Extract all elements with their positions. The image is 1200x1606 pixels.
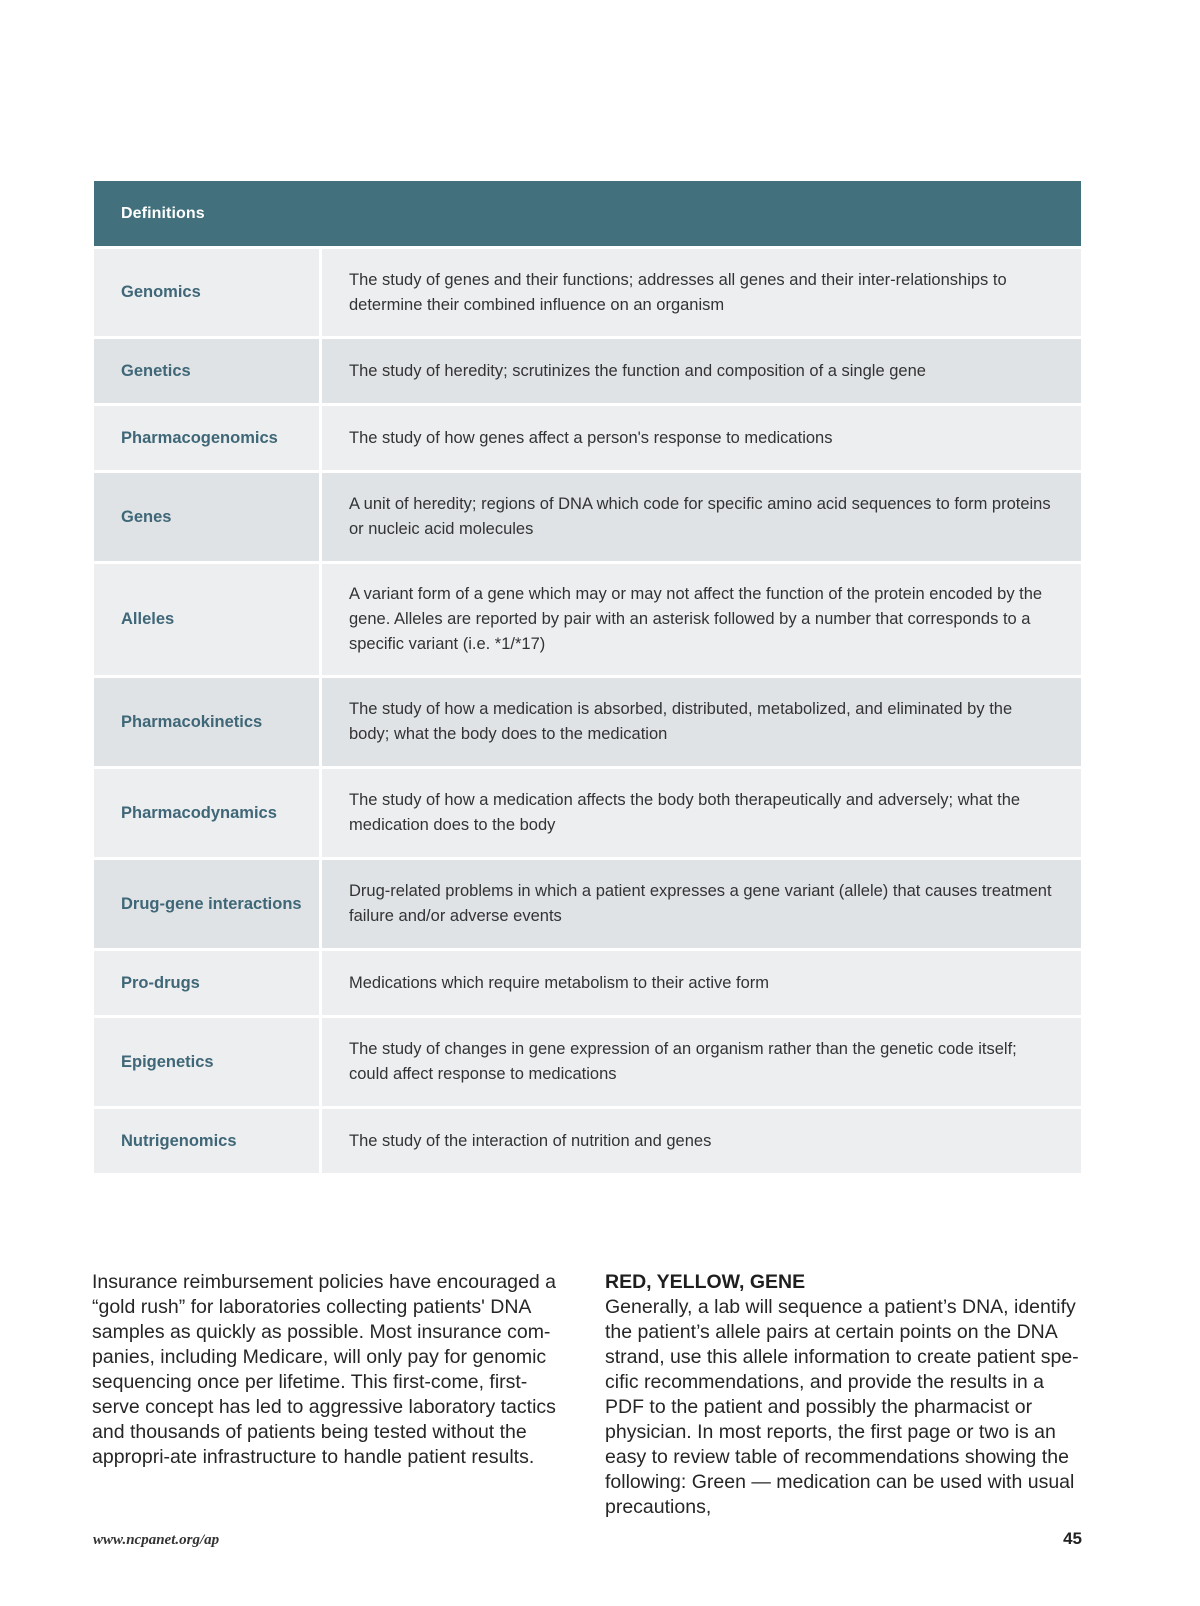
body-paragraph: Generally, a lab will sequence a patient’s DNA, identify the patient’s allele pairs at certain points on the DNA strand, use this allele information to create patient spe-cific recommendations, and provide the results in a PDF to the patient and possibly the pharmacist or physician. In most reports, the first page or two is an easy to review table of recommendations showing the following: Green — medication can be used with usual precautions, xyxy=(605,1296,1079,1518)
definition-cell: The study of how a medication affects the body both therapeutically and adversely; what the medication does to the body xyxy=(322,769,1081,857)
term-cell: Genomics xyxy=(94,249,319,336)
definition-cell: The study of the interaction of nutrition and genes xyxy=(322,1109,1081,1173)
body-column-left xyxy=(92,1270,572,1470)
table-row xyxy=(94,249,1081,336)
body-column-right xyxy=(605,1270,1085,1520)
definition-cell: Medications which require metabolism to their active form xyxy=(322,951,1081,1015)
definition-cell: The study of genes and their functions; addresses all genes and their inter-relationships to determine their combined influence on an organism xyxy=(322,249,1081,336)
term-cell: Pro-drugs xyxy=(94,951,319,1015)
table-row xyxy=(94,951,1081,1015)
term-cell: Genes xyxy=(94,473,319,561)
page-number: 45 xyxy=(1063,1529,1082,1548)
term-cell: Pharmacokinetics xyxy=(94,678,319,766)
table-row xyxy=(94,769,1081,857)
body-paragraph: Insurance reimbursement policies have encouraged a “gold rush” for laboratories collecting patients' DNA samples as quickly as possible. Most insurance com-panies, including Medicare, will only pay for genomic sequencing once per lifetime. This first-come, first-serve concept has led to aggressive laboratory tactics and thousands of patients being tested without the appropri-ate infrastructure to handle patient results. xyxy=(92,1271,556,1468)
term-cell: Alleles xyxy=(94,564,319,675)
table-row xyxy=(94,860,1081,948)
term-cell: Genetics xyxy=(94,339,319,403)
term-cell: Pharmacodynamics xyxy=(94,769,319,857)
term-cell: Pharmacogenomics xyxy=(94,406,319,470)
table-row xyxy=(94,406,1081,470)
definition-cell: The study of how genes affect a person's response to medications xyxy=(322,406,1081,470)
table-row xyxy=(94,564,1081,675)
table-row xyxy=(94,678,1081,766)
table-header: Definitions xyxy=(94,181,1081,246)
term-cell: Drug-gene interactions xyxy=(94,860,319,948)
table-row xyxy=(94,1018,1081,1106)
term-cell: Epigenetics xyxy=(94,1018,319,1106)
definition-cell: A variant form of a gene which may or may not affect the function of the protein encoded by the gene. Alleles are reported by pair with an asterisk followed by a number that corresponds to a specific variant (i.e. *1/*17) xyxy=(322,564,1081,675)
definition-cell: The study of heredity; scrutinizes the function and composition of a single gene xyxy=(322,339,1081,403)
definition-cell: The study of how a medication is absorbed, distributed, metabolized, and eliminated by the body; what the body does to the medication xyxy=(322,678,1081,766)
table-row xyxy=(94,339,1081,403)
term-cell: Nutrigenomics xyxy=(94,1109,319,1173)
definition-cell: Drug-related problems in which a patient expresses a gene variant (allele) that causes treatment failure and/or adverse events xyxy=(322,860,1081,948)
section-heading: RED, YELLOW, GENE xyxy=(605,1271,806,1293)
definitions-table xyxy=(94,181,1081,1176)
table-row xyxy=(94,473,1081,561)
footer-url: www.ncpanet.org/ap xyxy=(93,1532,220,1548)
definition-cell: A unit of heredity; regions of DNA which code for specific amino acid sequences to form proteins or nucleic acid molecules xyxy=(322,473,1081,561)
table-row xyxy=(94,1109,1081,1173)
definition-cell: The study of changes in gene expression of an organism rather than the genetic code itself; could affect response to medications xyxy=(322,1018,1081,1106)
